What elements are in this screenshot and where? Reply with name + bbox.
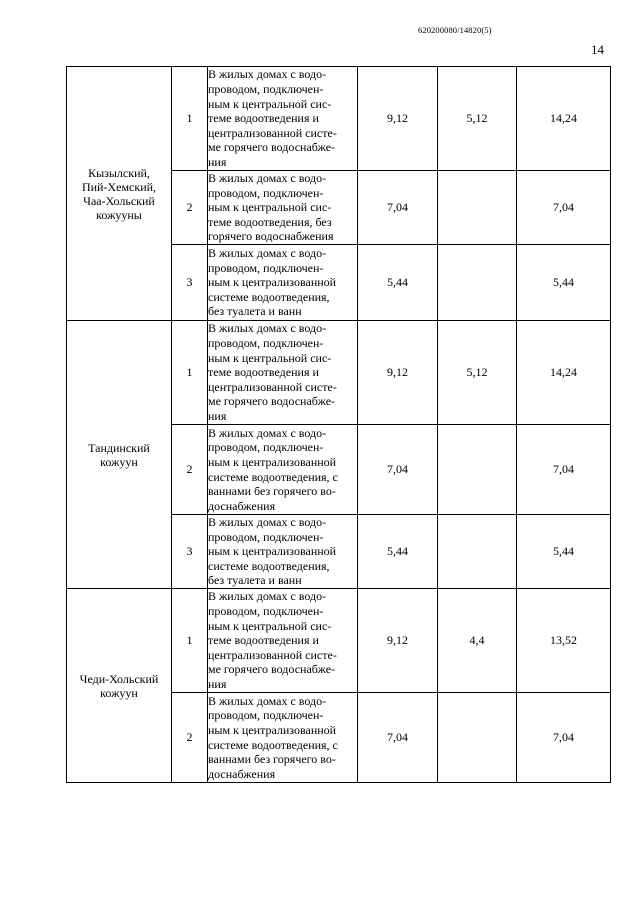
rate-value-1: 9,12 [387, 633, 408, 647]
rate-total: 7,04 [553, 730, 574, 744]
rate-value-2-cell [438, 245, 517, 321]
rate-total: 14,24 [550, 111, 577, 125]
rate-value-1-cell [358, 693, 438, 783]
rate-value-1: 5,44 [387, 544, 408, 558]
row-number-cell [172, 693, 208, 783]
table-body [67, 67, 611, 783]
document-code: 620200080/14820(5) [418, 25, 492, 35]
rate-total: 7,04 [553, 200, 574, 214]
rate-value-2: 5,12 [466, 365, 488, 379]
rate-value-1-cell [358, 245, 438, 321]
table-row [67, 321, 611, 425]
row-number: 2 [186, 730, 193, 744]
rate-value-1-cell [358, 425, 438, 515]
housing-description-cell [208, 245, 358, 321]
table-row [67, 589, 611, 693]
district-name: Чеди-Хольский кожуун [79, 671, 159, 700]
tariff-table [66, 66, 611, 783]
rate-value-1: 7,04 [387, 730, 408, 744]
rate-value-2-cell [438, 425, 517, 515]
district-name: Кызылский, Пий-Хемский, Чаа-Хольский кожууны [81, 165, 157, 222]
row-number-cell [172, 67, 208, 171]
housing-description: В жилых домах с водо- проводом, подключен- ным к центральной сис- теме водоотведения, без горячего водоснабжения [208, 171, 334, 244]
rate-value-1: 9,12 [387, 365, 408, 379]
housing-description: В жилых домах с водо- проводом, подключен- ным к централизованной системе водоотведения, без туалета и ванн [208, 246, 337, 319]
rate-total: 7,04 [553, 462, 574, 476]
rate-value-1-cell [358, 515, 438, 589]
rate-value-2-cell [438, 515, 517, 589]
rate-total-cell [517, 67, 611, 171]
row-number-cell [172, 171, 208, 245]
district-cell [67, 321, 172, 589]
row-number-cell [172, 245, 208, 321]
housing-description: В жилых домах с водо- проводом, подключен- ным к центральной сис- теме водоотведения и централизованной систе- ме горячего водоснабже- ния [208, 321, 337, 423]
rate-value-1: 7,04 [387, 200, 408, 214]
rate-total-cell [517, 245, 611, 321]
rate-value-2: 5,12 [466, 111, 488, 125]
housing-description-cell [208, 171, 358, 245]
rate-total-cell [517, 515, 611, 589]
rate-total-cell [517, 321, 611, 425]
row-number: 3 [186, 275, 193, 289]
rate-value-2-cell [438, 589, 517, 693]
rate-total: 13,52 [550, 633, 577, 647]
row-number: 1 [186, 365, 193, 379]
housing-description-cell [208, 589, 358, 693]
rate-total: 14,24 [550, 365, 577, 379]
row-number-cell [172, 515, 208, 589]
housing-description-cell [208, 515, 358, 589]
rate-total: 5,44 [553, 275, 574, 289]
row-number: 1 [186, 633, 193, 647]
rate-total: 5,44 [553, 544, 574, 558]
rate-value-1-cell [358, 589, 438, 693]
district-cell [67, 67, 172, 321]
rate-total-cell [517, 589, 611, 693]
rate-value-1: 5,44 [387, 275, 408, 289]
housing-description: В жилых домах с водо- проводом, подключен- ным к централизованной системе водоотведения, с ваннами без горячего во- доснабжения [208, 425, 338, 513]
rate-value-2-cell [438, 321, 517, 425]
rate-value-1-cell [358, 171, 438, 245]
rate-value-1-cell [358, 67, 438, 171]
housing-description: В жилых домах с водо- проводом, подключен- ным к централизованной системе водоотведения, с ваннами без горячего во- доснабжения [208, 693, 338, 781]
district-name: Тандинский кожуун [88, 440, 150, 469]
rate-value-1: 9,12 [387, 111, 408, 125]
housing-description: В жилых домах с водо- проводом, подключен- ным к центральной сис- теме водоотведения и централизованной систе- ме горячего водоснабже- ния [208, 67, 337, 169]
row-number: 1 [186, 111, 193, 125]
housing-description-cell [208, 425, 358, 515]
table-row [67, 67, 611, 171]
rate-value-2-cell [438, 693, 517, 783]
row-number: 2 [186, 200, 193, 214]
housing-description: В жилых домах с водо- проводом, подключен- ным к центральной сис- теме водоотведения и централизованной систе- ме горячего водоснабже- ния [208, 589, 337, 691]
row-number-cell [172, 425, 208, 515]
page-number: 14 [591, 42, 604, 57]
row-number: 2 [186, 462, 193, 476]
rate-total-cell [517, 425, 611, 515]
rate-value-1-cell [358, 321, 438, 425]
row-number-cell [172, 589, 208, 693]
housing-description-cell [208, 67, 358, 171]
row-number: 3 [186, 544, 193, 558]
rate-total-cell [517, 171, 611, 245]
rate-value-2: 4,4 [469, 633, 485, 647]
housing-description-cell [208, 321, 358, 425]
rate-value-2-cell [438, 171, 517, 245]
housing-description: В жилых домах с водо- проводом, подключен- ным к централизованной системе водоотведения, без туалета и ванн [208, 515, 337, 588]
row-number-cell [172, 321, 208, 425]
district-cell [67, 589, 172, 783]
rate-value-1: 7,04 [387, 462, 408, 476]
rate-value-2-cell [438, 67, 517, 171]
housing-description-cell [208, 693, 358, 783]
rate-total-cell [517, 693, 611, 783]
